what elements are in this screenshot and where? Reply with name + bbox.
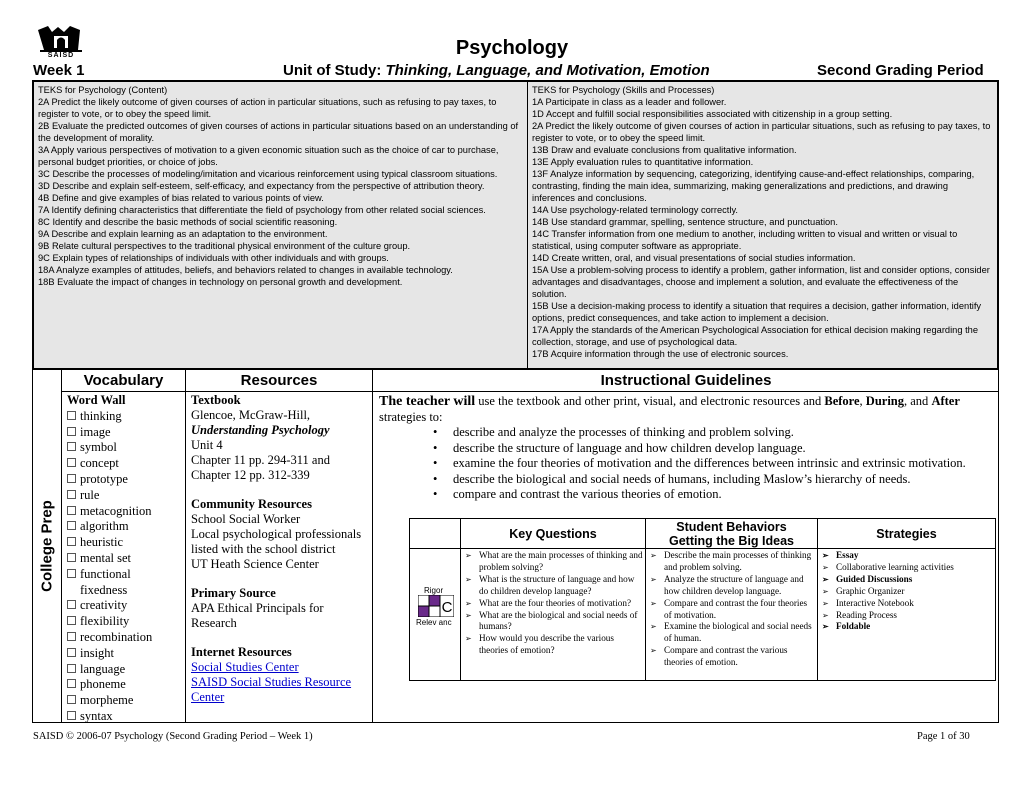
teks-content-item: 18B Evaluate the impact of changes in technology on personal growth and development. <box>38 277 403 287</box>
during-word: During <box>865 394 904 408</box>
word-wall-word: functional <box>80 566 131 581</box>
word-wall-word: creativity <box>80 598 128 613</box>
community-item: Local psychological professionals listed with the school district <box>191 527 362 556</box>
teks-content-item: 9B Relate cultural perspectives to the traditional physical environment of the culture group. <box>38 241 411 251</box>
instruction-bullet: • describe the structure of language and how children develop language. <box>433 441 993 457</box>
community-title: Community Resources <box>191 497 312 511</box>
strategies-heading: Strategies <box>818 519 995 549</box>
teks-content-item: 2A Predict the likely outcome of given courses of action in particular situations, such as refusing to pay taxes, to register to vote, or to obey the speed limit. <box>38 97 497 119</box>
unit-title: Thinking, Language, and Motivation, Emotion <box>385 62 710 79</box>
instruction-bullet: • compare and contrast the various theories of emotion. <box>433 487 993 503</box>
strategies-cell <box>818 549 995 680</box>
teks-content-column <box>34 82 528 368</box>
word-wall-item <box>67 583 180 599</box>
word-wall-word: symbol <box>80 440 117 455</box>
after-word: After <box>931 394 960 408</box>
primary-source: APA Ethical Principals for Research <box>191 601 324 630</box>
teks-skills-item: 15A Use a problem-solving process to identify a problem, gather information, list and consider options, consider advantages and disadvantages, choose and implement a solution, and evaluate the effectiveness of the solution. <box>532 265 990 299</box>
teks-content-item: 3C Describe the processes of modeling/imitation and vicarious reinforcement using typical classroom situations. <box>38 169 498 179</box>
teks-content-item: 3A Apply various perspectives of motivation to a given economic situation such as the choice of car to purchase, personal budget priorities, or choice of jobs. <box>38 145 499 167</box>
checkbox-icon <box>67 442 76 451</box>
word-wall-item <box>67 567 180 583</box>
rigor-label: Rigor <box>424 586 444 595</box>
footer-copyright: SAISD © 2006-07 Psychology (Second Grading Period – Week 1) <box>33 731 313 742</box>
strategy-item: ➢ Graphic Organizer <box>820 586 993 598</box>
word-wall-item <box>67 504 180 520</box>
key-questions-table <box>409 518 996 681</box>
teks-content-item: 7A Identify defining characteristics that differentiate the field of psychology from other related social sciences. <box>38 205 486 215</box>
resources-heading: Resources <box>186 370 372 392</box>
word-wall-item <box>67 440 180 456</box>
checkbox-icon <box>67 537 76 546</box>
key-questions-heading: Key Questions <box>461 519 646 549</box>
strategy-item: ➢ Essay <box>820 550 993 562</box>
instructional-heading: Instructional Guidelines <box>373 370 999 392</box>
word-wall-item <box>67 693 180 709</box>
teacher-lead: The teacher will <box>379 394 476 409</box>
rigor-relevance-cell <box>410 549 461 680</box>
checkbox-icon <box>67 490 76 499</box>
word-wall-item <box>67 519 180 535</box>
teks-skills-list <box>532 96 993 360</box>
checkbox-icon <box>67 648 76 657</box>
behaviors-heading-line1: Student Behaviors <box>676 519 787 534</box>
word-wall-item <box>67 598 180 614</box>
college-prep-label: College Prep <box>38 500 56 592</box>
and-word: , and <box>904 394 932 408</box>
page-number: Page 1 of 30 <box>917 731 970 742</box>
word-wall-word: fixedness <box>80 582 128 597</box>
intro-text: use the textbook and other print, visual, and electronic resources and <box>475 394 825 408</box>
community-item: UT Heath Science Center <box>191 557 319 571</box>
teacher-intro <box>379 394 993 425</box>
rigor-relevance-grid-icon <box>418 595 454 617</box>
word-wall-item <box>67 677 180 693</box>
word-wall-word: algorithm <box>80 519 129 534</box>
checkbox-icon <box>67 411 76 420</box>
teks-skills-item: 17B Acquire information through the use of electronic sources. <box>532 349 789 359</box>
textbook-chapter-11: Chapter 11 pp. 294-311 and <box>191 453 330 467</box>
student-behaviors-heading <box>646 519 818 549</box>
strategy-item: ➢ Collaborative learning activities <box>820 562 993 574</box>
rigor-letter: C <box>441 599 453 616</box>
word-wall-title: Word Wall <box>67 393 126 407</box>
teks-skills-item: 14B Use standard grammar, spelling, sentence structure, and punctuation. <box>532 217 838 227</box>
word-wall-item <box>67 425 180 441</box>
word-wall-word: heuristic <box>80 535 124 550</box>
checkbox-icon <box>67 695 76 704</box>
instruction-bullet: • examine the four theories of motivation and the differences between intrinsic and extrinsic motivation. <box>433 456 993 472</box>
word-wall-word: flexibility <box>80 614 130 629</box>
teks-box <box>32 80 999 370</box>
teks-content-item: 9C Explain types of relationships of individuals with other individuals and with groups. <box>38 253 389 263</box>
strategy-item: ➢ Foldable <box>820 621 993 633</box>
strategy-item: ➢ Interactive Notebook <box>820 598 993 610</box>
word-wall-word: rule <box>80 487 100 502</box>
teks-skills-item: 14C Transfer information from one medium to another, including written to visual and written or visual to statistical, using computer software as appropriate. <box>532 229 958 251</box>
checkbox-icon <box>67 664 76 673</box>
teks-content-item: 8C Identify and describe the basic methods of social scientific reasoning. <box>38 217 338 227</box>
checkbox-icon <box>67 632 76 641</box>
checkbox-icon <box>67 521 76 530</box>
word-wall-word: morpheme <box>80 693 134 708</box>
teks-skills-item: 2A Predict the likely outcome of given courses of action in particular situations, such as refusing to pay taxes, to register to vote, or to obey the speed limit. <box>532 121 991 143</box>
checkbox-icon <box>67 553 76 562</box>
community-item: School Social Worker <box>191 512 301 526</box>
page-title: Psychology <box>455 37 569 59</box>
teks-skills-item: 13B Draw and evaluate conclusions from qualitative information. <box>532 145 797 155</box>
checkbox-icon <box>67 679 76 688</box>
student-behavior-item: ➢ Describe the main processes of thinking and problem solving. <box>648 550 815 574</box>
before-word: Before <box>824 394 860 408</box>
teks-skills-item: 13F Analyze information by sequencing, categorizing, identifying cause-and-effect relationships, comparing, contrasting, finding the main idea, summarizing, making generalizations and predictions, and drawing inferences and conclusions. <box>532 169 975 203</box>
key-question-item: ➢ What are the main processes of thinking and problem solving? <box>463 550 643 574</box>
word-wall-word: syntax <box>80 708 113 723</box>
intro-end: strategies to: <box>379 409 443 424</box>
checkbox-icon <box>67 474 76 483</box>
student-behavior-item: ➢ Analyze the structure of language and how children develop language. <box>648 574 815 598</box>
word-wall-word: metacognition <box>80 503 152 518</box>
key-question-item: ➢ What is the structure of language and how do children develop language? <box>463 574 643 598</box>
unit-of-study <box>283 62 710 79</box>
word-wall-word: phoneme <box>80 677 126 692</box>
vocabulary-heading: Vocabulary <box>62 370 185 392</box>
student-behavior-item: ➢ Examine the biological and social needs of human. <box>648 621 815 645</box>
word-wall-item <box>67 409 180 425</box>
textbook-name: Understanding Psychology <box>191 423 330 437</box>
word-wall-word: mental set <box>80 550 132 565</box>
social-studies-center-link[interactable]: Social Studies Center <box>191 660 299 674</box>
textbook-unit: Unit 4 <box>191 438 223 452</box>
checkbox-icon <box>67 506 76 515</box>
key-question-item: ➢ What are the biological and social needs of humans? <box>463 610 643 634</box>
teks-skills-column <box>528 82 997 368</box>
word-wall-item <box>67 662 180 678</box>
vocabulary-column <box>62 370 186 722</box>
teks-skills-item: 17A Apply the standards of the American Psychological Association for ethical decision making regarding the collection, storage, and use of psychological data. <box>532 325 978 347</box>
student-behavior-item: ➢ Compare and contrast the four theories of motivation. <box>648 598 815 622</box>
week-label: Week 1 <box>33 62 85 79</box>
checkbox-icon <box>67 427 76 436</box>
teks-content-list <box>38 96 523 288</box>
teks-skills-item: 1A Participate in class as a leader and follower. <box>532 97 727 107</box>
teks-skills-heading: TEKS for Psychology (Skills and Processes) <box>532 85 715 95</box>
checkbox-icon <box>67 616 76 625</box>
key-question-item: ➢ How would you describe the various theories of emotion? <box>463 633 643 657</box>
unit-prefix: Unit of Study: <box>283 62 386 79</box>
textbook-publisher: Glencoe, McGraw-Hill, <box>191 408 311 422</box>
teks-content-item: 9A Describe and explain learning as an adaptation to the environment. <box>38 229 328 239</box>
instruction-bullet: • describe the biological and social needs of humans, including Maslow’s hierarchy of needs. <box>433 472 993 488</box>
instruction-bullet: • describe and analyze the processes of thinking and problem solving. <box>433 425 993 441</box>
word-wall-item <box>67 472 180 488</box>
teks-content-item: 18A Analyze examples of attitudes, beliefs, and behaviors related to changes in available technology. <box>38 265 453 275</box>
teks-skills-item: 14A Use psychology-related terminology correctly. <box>532 205 739 215</box>
teks-skills-item: 15B Use a decision-making process to identify a situation that requires a decision, gather information, identify options, predict consequences, and take action to implement a decision. <box>532 301 982 323</box>
strategy-item: ➢ Reading Process <box>820 610 993 622</box>
behaviors-heading-line2: Getting the Big Ideas <box>668 533 794 548</box>
word-wall-item <box>67 630 180 646</box>
teks-skills-item: 14D Create written, oral, and visual presentations of social studies information. <box>532 253 856 263</box>
checkbox-icon <box>67 600 76 609</box>
word-wall-word: recombination <box>80 629 153 644</box>
checkbox-icon <box>67 569 76 578</box>
word-wall-word: thinking <box>80 408 122 423</box>
side-label-column <box>33 370 62 722</box>
student-behavior-item: ➢ Compare and contrast the various theories of emotion. <box>648 645 815 669</box>
teks-content-item: 4B Define and give examples of bias related to various points of view. <box>38 193 324 203</box>
word-wall-list <box>67 409 180 725</box>
word-wall-item <box>67 551 180 567</box>
textbook-title: Textbook <box>191 393 241 407</box>
grading-period: Second Grading Period <box>817 62 984 79</box>
word-wall-item <box>67 535 180 551</box>
teks-skills-item: 1D Accept and fulfill social responsibilities associated with citizenship in a group setting. <box>532 109 893 119</box>
teks-content-item: 3D Describe and explain self-esteem, self-efficacy, and expectancy from the perspective of attribution theory. <box>38 181 485 191</box>
student-behaviors-cell <box>646 549 818 680</box>
word-wall-word: concept <box>80 456 119 471</box>
word-wall-word: image <box>80 424 111 439</box>
word-wall-item <box>67 456 180 472</box>
word-wall-word: prototype <box>80 471 128 486</box>
word-wall-item <box>67 614 180 630</box>
strategy-item: ➢ Guided Discussions <box>820 574 993 586</box>
logo-text: SAISD <box>47 52 75 59</box>
relevance-label: Relev anc <box>416 618 452 627</box>
teks-skills-item: 13E Apply evaluation rules to quantitative information. <box>532 157 754 167</box>
resources-column <box>186 370 373 722</box>
teks-content-heading: TEKS for Psychology (Content) <box>38 85 168 95</box>
word-wall-word: insight <box>80 645 115 660</box>
key-questions-cell <box>461 549 646 680</box>
key-question-item: ➢ What are the four theories of motivation? <box>463 598 643 610</box>
textbook-chapter-12: Chapter 12 pp. 312-339 <box>191 468 310 482</box>
instruction-bullets <box>433 425 993 503</box>
word-wall-item <box>67 488 180 504</box>
word-wall-word: language <box>80 661 126 676</box>
word-wall-item <box>67 646 180 662</box>
checkbox-icon <box>67 458 76 467</box>
teks-content-item: 2B Evaluate the predicted outcomes of given courses of actions in particular situations based on an understanding of the development of morality. <box>38 121 519 143</box>
comma: , <box>859 394 866 408</box>
internet-title: Internet Resources <box>191 645 292 659</box>
checkbox-icon <box>67 711 76 720</box>
primary-source-title: Primary Source <box>191 586 276 600</box>
word-wall-item <box>67 709 180 725</box>
saisd-resource-center-link[interactable]: SAISD Social Studies Resource Center <box>191 675 352 704</box>
